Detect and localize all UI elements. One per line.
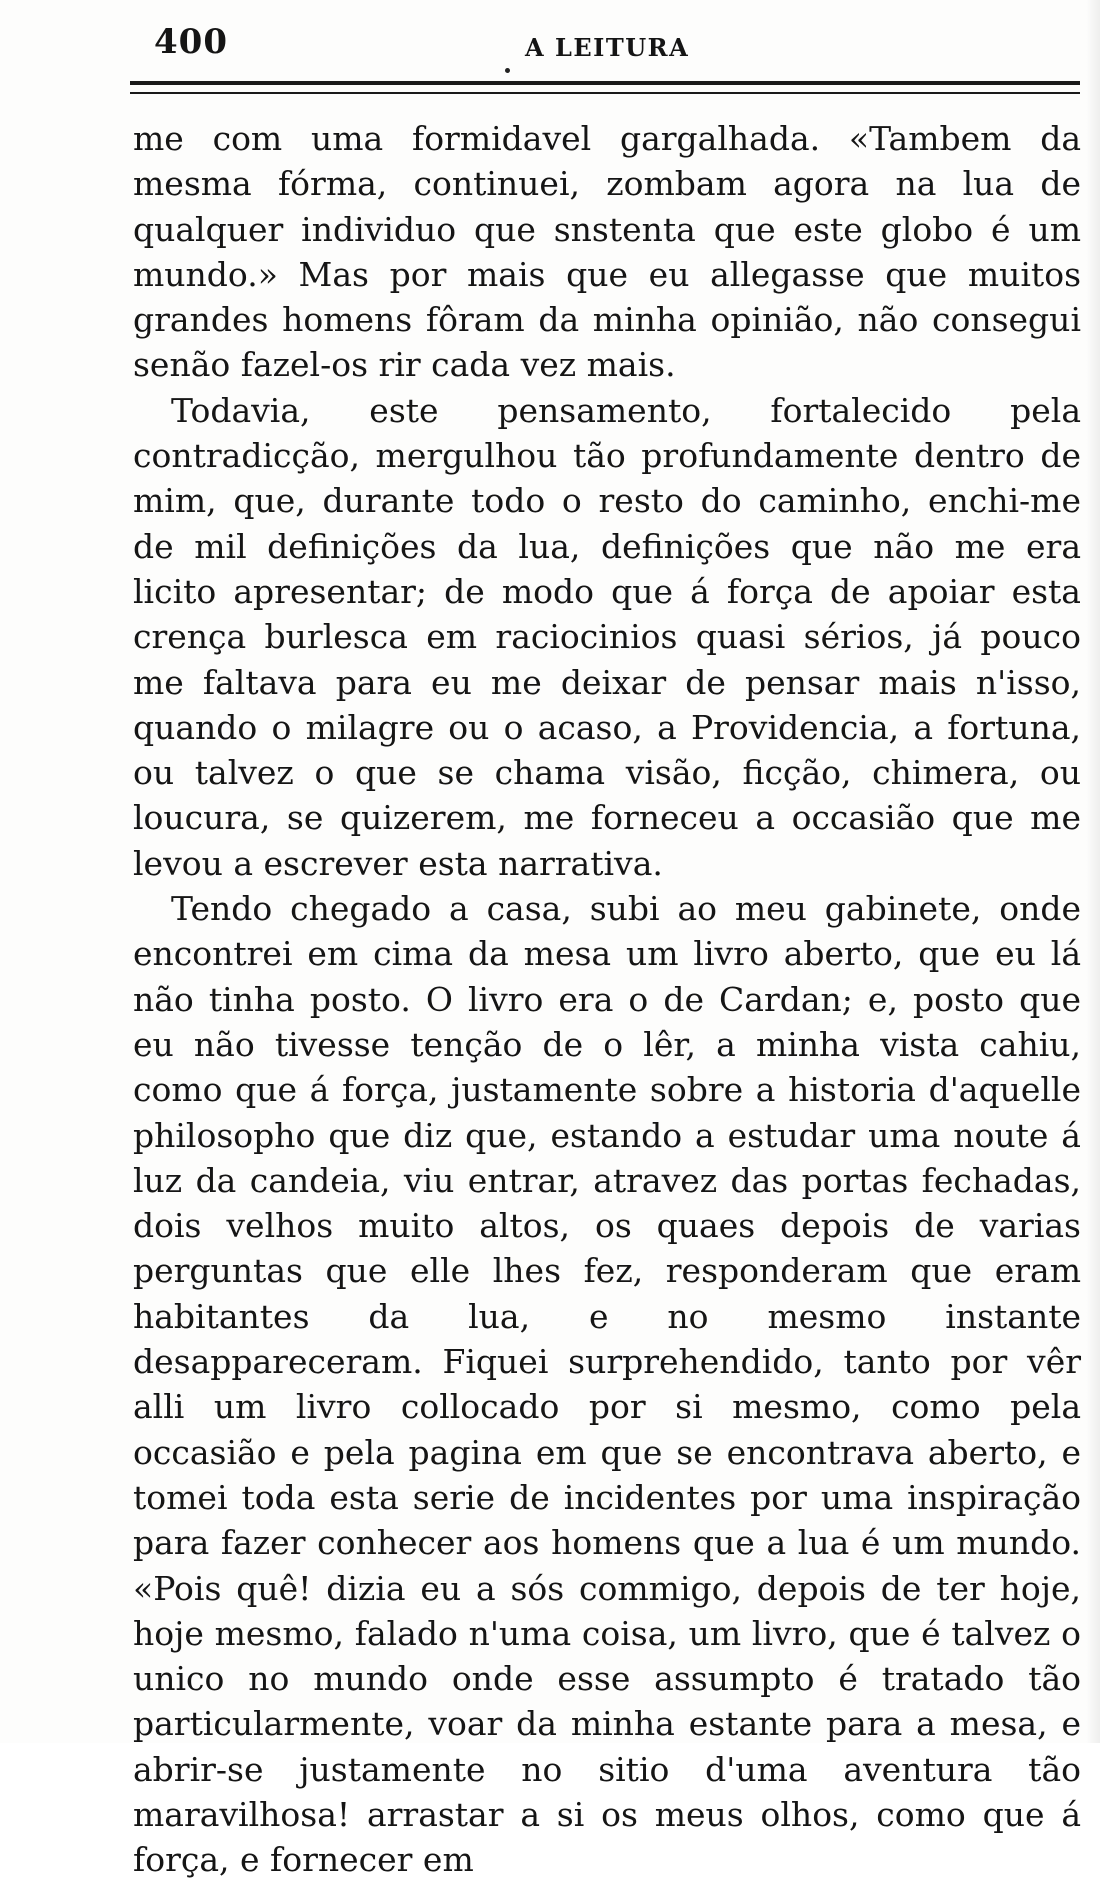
paragraph-2: Todavia, este pensamento, fortalecido pela contradicção, mergulhou tão profundamente dentro de mim, que, durante todo o resto do caminho, enchi-me de mil definições da lua, definições que não me era licito apresentar; de modo que á força de apoiar esta crença burlesca em raciocinios quasi sérios, já pouco me faltava para eu me deixar de pensar mais n'isso, quando o milagre ou o acaso, a Providencia, a fortuna, ou talvez o que se chama visão, ficção, chimera, ou loucura, se quizerem, me forneceu a occasião que me levou a escrever esta narrativa.: [133, 390, 1081, 883]
running-head: [150, 18, 1080, 68]
page-edge-shadow: [1086, 0, 1100, 1743]
header-rule-thin: [130, 92, 1080, 94]
paragraph-1: me com uma formidavel gargalhada. «Tambem da mesma fórma, continuei, zombam agora na lua de qualquer individuo que snstenta que este globo é um mundo.» Mas por mais que eu allegasse que muitos grandes homens fôram da minha opinião, não consegui senão fazel-os rir cada vez mais.: [133, 119, 1081, 385]
running-title: A LEITURA: [525, 33, 690, 62]
body-text: [133, 116, 1081, 1883]
paragraph-3: Tendo chegado a casa, subi ao meu gabinete, onde encontrei em cima da mesa um livro aberto, que eu lá não tinha posto. O livro era o de Cardan; e, posto que eu não tivesse tenção de o lêr, a minha vista cahiu, como que á força, justamente sobre a historia d'aquelle philosopho que diz que, estando a estudar uma noute á luz da candeia, viu entrar, atravez das portas fechadas, dois velhos muito altos, os quaes depois de varias perguntas que elle lhes fez, responderam que eram habitantes da lua, e no mesmo instante desappareceram. Fiquei surprehendido, tanto por vêr alli um livro collocado por si mesmo, como pela occasião e pela pagina em que se encontrava aberto, e tomei toda esta serie de incidentes por uma inspiração para fazer conhecer aos homens que a lua é um mundo. «Pois quê! dizia eu a sós commigo, depois de ter hoje, hoje mesmo, falado n'uma coisa, um livro, que é talvez o unico no mundo onde esse assumpto é tratado tão particularmente, voar da minha estante para a mesa, e abrir-se justamente no sitio d'uma aventura tão maravilhosa! arrastar a si os meus olhos, como que á força, e fornecer em: [133, 889, 1081, 1880]
page-number: 400: [154, 22, 228, 62]
ornament-dot: [505, 68, 510, 73]
header-rule-thick: [130, 81, 1080, 85]
